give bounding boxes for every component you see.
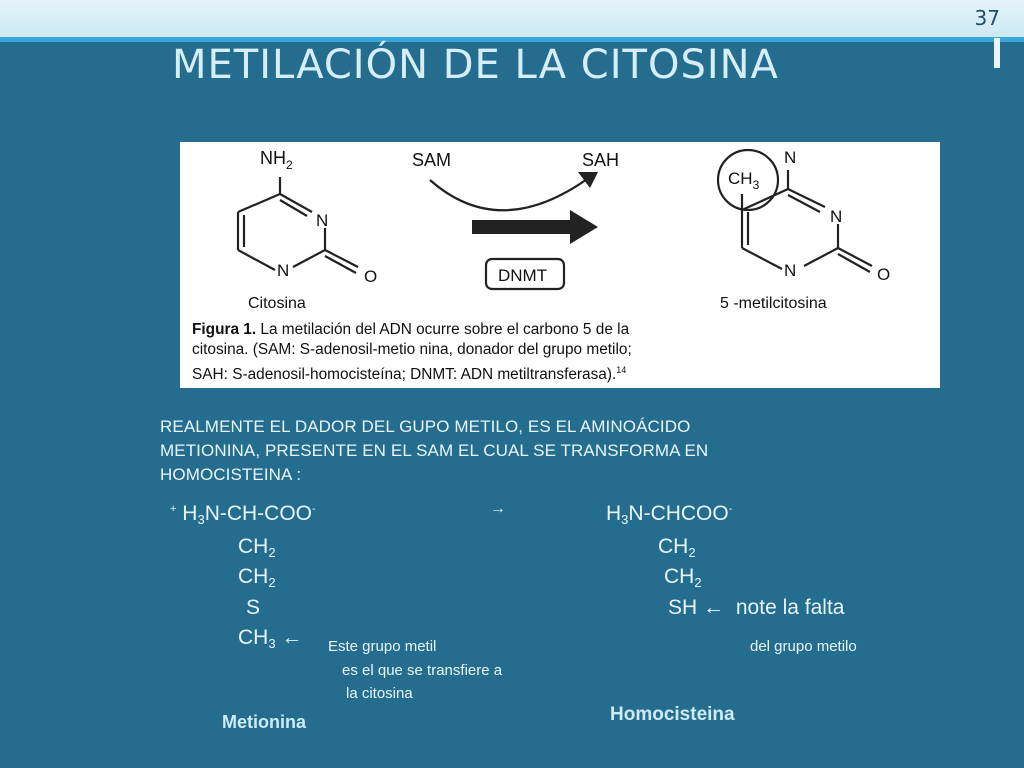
caption-line3: SAH: S-adenosil-homocisteína; DNMT: ADN metiltransferasa). xyxy=(192,366,617,384)
methionine-ch3: $CH_3$ ← xyxy=(238,626,303,651)
sam-label: SAM xyxy=(412,150,452,170)
note-line-1: REALMENTE EL DADOR DEL GUPO METILO, ES EL AMINOÁCIDO xyxy=(160,417,691,436)
caption-line2: citosina. (SAM: S-adenosil-metio nina, donador del grupo metilo; xyxy=(192,341,632,358)
o-label-right: O xyxy=(877,265,891,284)
methionine-name: Metionina xyxy=(222,712,306,732)
methionine-ch2-2: $CH_2$ xyxy=(238,565,276,590)
homocysteine-name: Homocisteina xyxy=(610,704,735,725)
homocysteine-ch2-2: $CH_2$ xyxy=(664,565,702,590)
corner-decoration xyxy=(994,38,1000,68)
note-line-2: METIONINA, PRESENTE EN EL SAM EL CUAL SE TRANSFORMA EN xyxy=(160,441,709,460)
nh2-label: $NH_2$ xyxy=(260,148,293,172)
slide-number: 37 xyxy=(974,6,1000,30)
methionine-s: S xyxy=(246,596,261,619)
homocysteine-sh: SH ← note la falta xyxy=(668,596,845,619)
slide-title: METILACIÓN DE LA CITOSINA xyxy=(172,42,779,88)
n1-label-right: N xyxy=(784,261,797,280)
note-es-el-que: es el que se transfiere a xyxy=(342,662,503,679)
caption-figure-label: Figura 1. xyxy=(192,321,257,338)
caption-ref: 14 xyxy=(616,365,627,375)
figure xyxy=(180,142,940,388)
ch3-label: $CH_3$ xyxy=(728,169,760,192)
homocysteine-line-1: $H_3N-CHCOO^-$ xyxy=(606,502,733,527)
n3-label-right: N xyxy=(830,207,843,226)
dnmt-label: DNMT xyxy=(498,266,548,285)
n3-label: N xyxy=(316,211,329,230)
reaction-arrow: → xyxy=(490,500,506,517)
note-line-3: HOMOCISTEINA : xyxy=(160,465,302,484)
explanation-text xyxy=(160,415,920,487)
figure-caption xyxy=(192,320,936,385)
methionine-ch2-1: $CH_2$ xyxy=(238,535,276,560)
n1-label: N xyxy=(277,261,290,280)
sah-label: SAH xyxy=(582,150,620,170)
methionine-line-1: + $H_3N-CH-COO^-$ xyxy=(170,502,316,527)
note-este-grupo: Este grupo metil xyxy=(328,638,437,655)
homocysteine-ch2-1: $CH_2$ xyxy=(658,535,696,560)
o-label: O xyxy=(364,267,378,286)
n-label-top: N xyxy=(784,148,797,167)
citosina-label: Citosina xyxy=(248,295,306,312)
note-del-grupo: del grupo metilo xyxy=(750,638,857,655)
top-band xyxy=(0,0,1024,37)
note-la-citosina: la citosina xyxy=(346,685,413,702)
caption-line1: La metilación del ADN ocurre sobre el carbono 5 de la xyxy=(256,321,630,338)
metilcitosina-label: 5 -metilcitosina xyxy=(720,295,827,312)
